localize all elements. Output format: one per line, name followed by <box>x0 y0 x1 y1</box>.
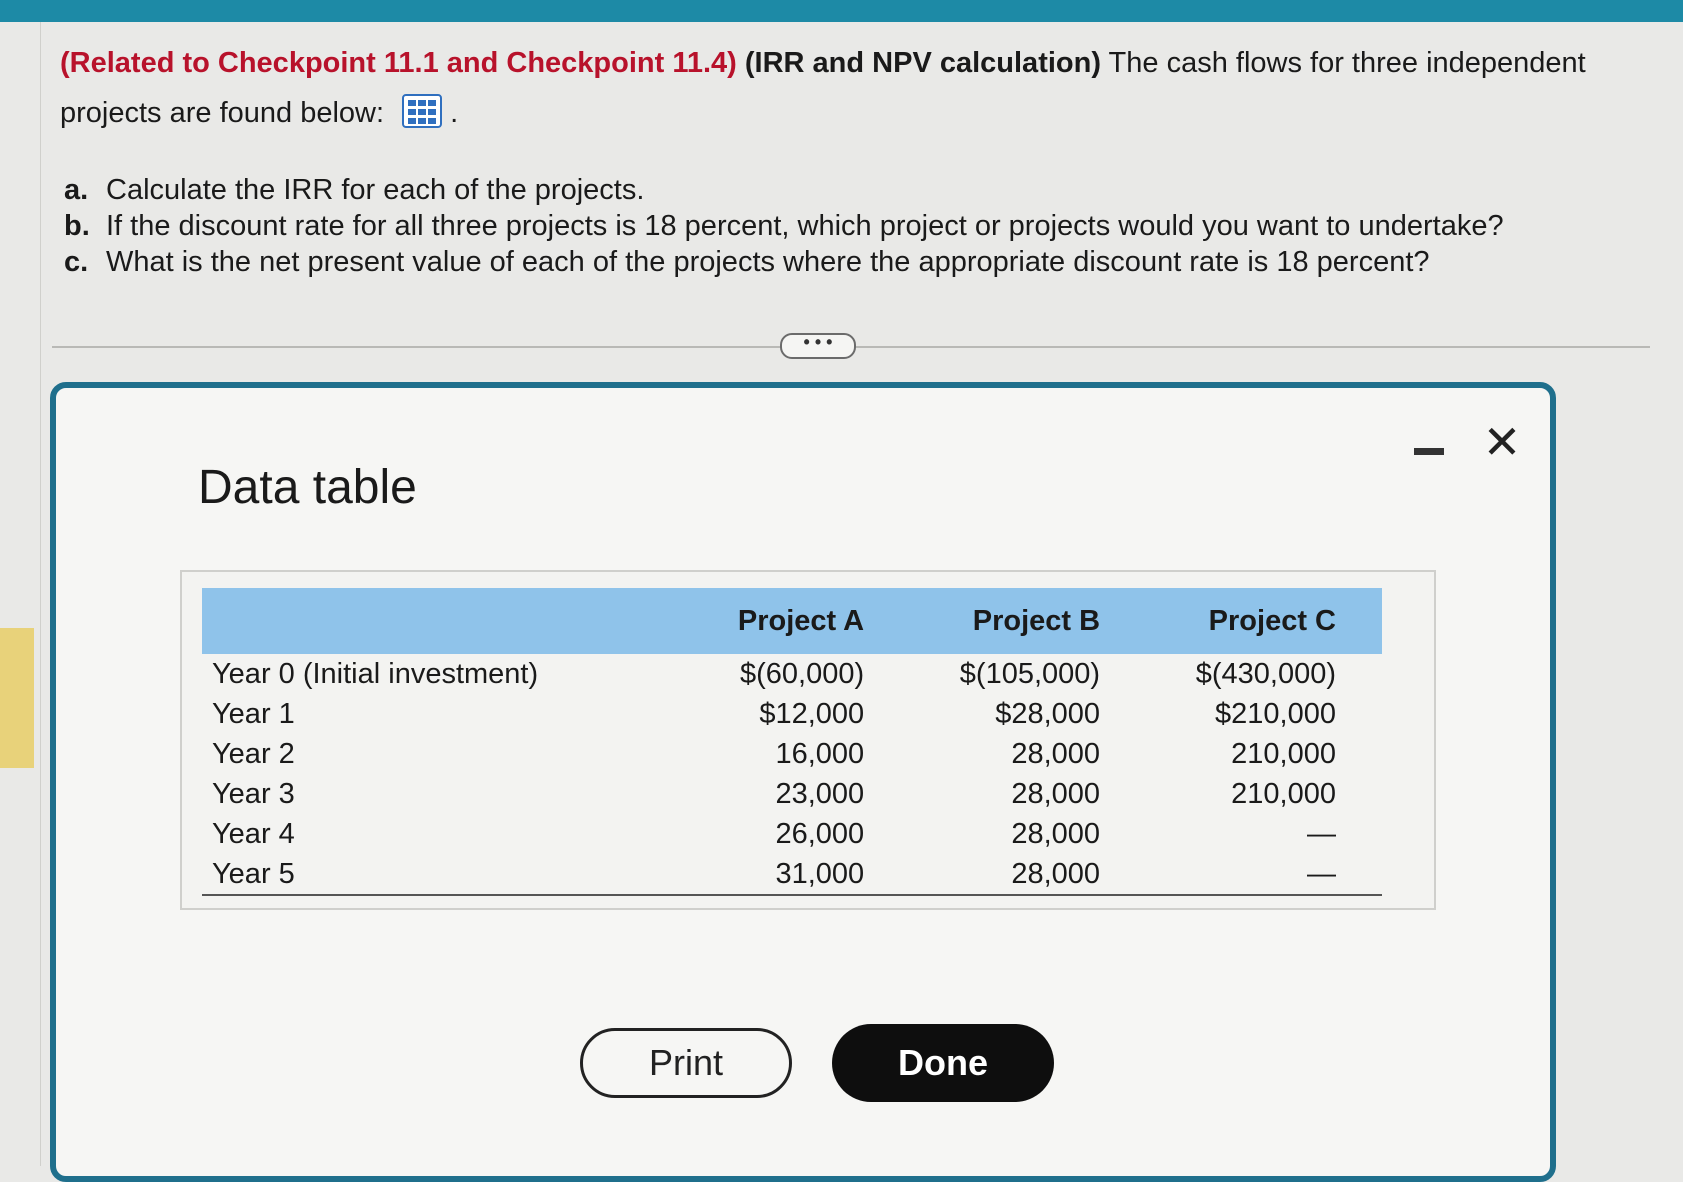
part-b <box>64 208 1504 244</box>
more-options-button[interactable]: • • • <box>780 333 856 359</box>
header-project-a: Project A <box>692 588 910 654</box>
part-a-text: Calculate the IRR for each of the projects. <box>106 174 645 206</box>
row-label: Year 2 <box>212 737 295 770</box>
cell-project-a: 23,000 <box>775 777 865 810</box>
table-row <box>202 774 1382 814</box>
table-row <box>202 734 1382 774</box>
part-c-letter: c. <box>64 246 89 278</box>
data-table-icon[interactable] <box>402 94 442 128</box>
row-label: Year 4 <box>212 817 295 850</box>
cell-project-a: 26,000 <box>775 817 865 850</box>
header-blank <box>202 588 692 654</box>
cell-project-b: 28,000 <box>1011 777 1101 810</box>
cell-project-c: — <box>1146 854 1382 895</box>
row-label: Year 3 <box>212 777 295 810</box>
question-topic: (IRR and NPV calculation) <box>744 47 1101 79</box>
row-label: Year 1 <box>212 697 295 730</box>
top-bar <box>0 0 1683 22</box>
cell-project-c: 210,000 <box>1231 777 1336 810</box>
part-b-letter: b. <box>64 210 90 242</box>
question-reference: (Related to Checkpoint 11.1 and Checkpoint 11.4) <box>60 47 737 79</box>
cell-project-b: 28,000 <box>1011 817 1101 850</box>
cell-project-a: 31,000 <box>692 854 910 895</box>
cell-project-a: $12,000 <box>759 697 865 730</box>
header-project-c: Project C <box>1146 588 1382 654</box>
data-table-container <box>180 570 1436 910</box>
close-icon[interactable]: ✕ <box>1482 416 1522 468</box>
minimize-icon[interactable] <box>1412 440 1446 462</box>
part-a <box>64 172 1504 208</box>
table-row <box>202 654 1382 694</box>
data-table-dialog <box>50 382 1556 1182</box>
done-button[interactable]: Done <box>832 1024 1054 1102</box>
left-edge-tab <box>0 628 34 768</box>
part-b-text: If the discount rate for all three projects is 18 percent, which project or projects would you want to undertake? <box>106 210 1504 242</box>
row-label: Year 0 (Initial investment) <box>212 657 539 690</box>
table-row <box>202 814 1382 854</box>
cell-project-a: 16,000 <box>775 737 865 770</box>
table-header-row <box>202 588 1382 654</box>
question-parts <box>64 172 1504 280</box>
part-a-letter: a. <box>64 174 89 206</box>
print-button[interactable]: Print <box>580 1028 792 1098</box>
cell-project-c: $(430,000) <box>1195 657 1336 690</box>
question-text <box>60 38 1650 138</box>
cash-flow-table <box>202 588 1382 896</box>
cell-project-b: 28,000 <box>1011 737 1101 770</box>
part-c-text: What is the net present value of each of the projects where the appropriate discount rate is 18 percent? <box>106 246 1430 278</box>
question-period: . <box>450 97 459 129</box>
table-row <box>202 694 1382 734</box>
row-label: Year 5 <box>202 854 692 895</box>
question-intro-2: projects are found below: <box>60 97 385 129</box>
page-left-rule <box>40 22 41 1166</box>
dialog-title: Data table <box>198 461 417 514</box>
part-c <box>64 244 1504 280</box>
table-row <box>202 854 1382 895</box>
cell-project-c: $210,000 <box>1215 697 1336 730</box>
cell-project-c: — <box>1307 817 1336 850</box>
cell-project-a: $(60,000) <box>739 657 865 690</box>
cell-project-b: 28,000 <box>910 854 1146 895</box>
header-project-b: Project B <box>910 588 1146 654</box>
cell-project-b: $(105,000) <box>959 657 1101 690</box>
question-intro-1: The cash flows for three independent <box>1108 47 1586 79</box>
cell-project-b: $28,000 <box>995 697 1101 730</box>
cell-project-c: 210,000 <box>1231 737 1336 770</box>
